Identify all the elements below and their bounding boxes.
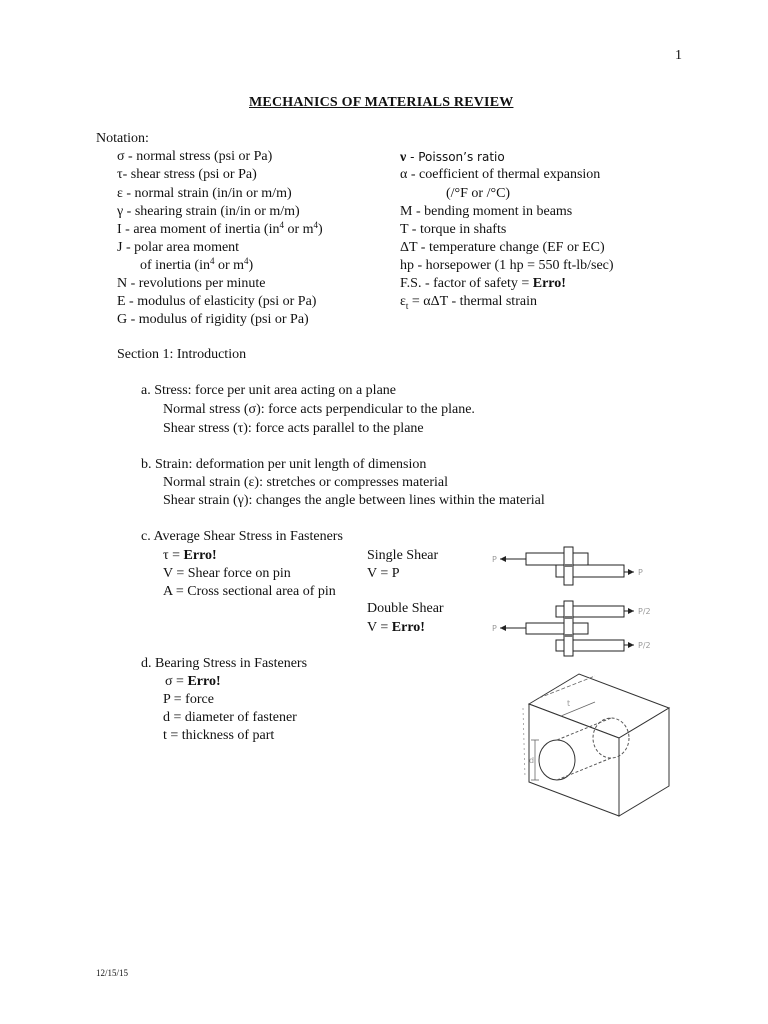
double-shear-label: Double Shear <box>367 601 444 616</box>
item-d-d-def: d = diameter of fastener <box>163 710 297 725</box>
notation-polar: J - polar area moment <box>117 240 240 255</box>
single-shear-p-right: P <box>638 568 643 577</box>
item-a-normal: Normal stress (σ): force acts perpendicular to the plane. <box>163 402 475 417</box>
double-shear-diagram <box>488 598 668 660</box>
item-d-heading: d. Bearing Stress in Fasteners <box>141 656 308 671</box>
notation-polar-cont: of inertia ($in^4$ or $m^4$) <box>140 256 254 273</box>
item-d-p-def: P = force <box>163 692 214 707</box>
double-shear-p-left: P <box>492 624 497 633</box>
single-shear-diagram <box>488 540 668 590</box>
item-c-tau: τ = Erro! <box>163 548 217 563</box>
item-a-shear: Shear stress (τ): force acts parallel to the plane <box>163 421 424 436</box>
notation-alpha-units: (/°F or /°C) <box>446 186 511 201</box>
notation-horsepower: hp - horsepower (1 hp = 550 ft-lb/sec) <box>400 258 614 273</box>
item-a-heading: a. Stress: force per unit area acting on a plane <box>141 383 397 398</box>
notation-inertia: I - area moment of inertia ($in^4$ or $m^4$) <box>117 220 323 237</box>
item-d-t-def: t = thickness of part <box>163 728 275 743</box>
notation-sigma: σ - normal stress (psi or Pa) <box>117 149 273 164</box>
notation-torque: T - torque in shafts <box>400 222 507 237</box>
double-shear-v: V = Erro! <box>367 620 425 635</box>
bearing-thickness-label: t <box>567 699 571 708</box>
item-b-normal: Normal strain (ε): stretches or compresses material <box>163 475 449 490</box>
notation-rigidity: G - modulus of rigidity (psi or Pa) <box>117 312 309 327</box>
notation-epsilon: ε - normal strain (in/in or m/m) <box>117 186 292 201</box>
notation-thermal-strain: $\varepsilon_t = \alpha\Delta T$ - thermal strain <box>400 294 537 311</box>
item-c-v-def: V = Shear force on pin <box>163 566 291 581</box>
footer-date: 12/15/15 <box>96 968 129 978</box>
bearing-block-diagram <box>515 668 685 823</box>
double-shear-p2-top: P/2 <box>638 607 651 616</box>
page-title: MECHANICS OF MATERIALS REVIEW <box>249 95 514 110</box>
section-heading: Section 1: Introduction <box>117 347 247 362</box>
item-b-shear: Shear strain (γ): changes the angle between lines within the material <box>163 493 545 508</box>
item-b-heading: b. Strain: deformation per unit length of dimension <box>141 457 427 472</box>
single-shear-p-left: P <box>492 555 497 564</box>
page-number: 1 <box>675 48 682 63</box>
item-d-sigma: σ = Erro! <box>165 674 221 689</box>
double-shear-p2-bottom: P/2 <box>638 641 651 650</box>
notation-heading: Notation: <box>96 131 149 146</box>
single-shear-v: V = P <box>367 566 400 581</box>
notation-elasticity: E - modulus of elasticity (psi or Pa) <box>117 294 317 309</box>
notation-rpm: N - revolutions per minute <box>117 276 266 291</box>
notation-gamma: γ - shearing strain (in/in or m/m) <box>117 204 300 219</box>
item-c-a-def: A = Cross sectional area of pin <box>163 584 336 599</box>
single-shear-label: Single Shear <box>367 548 439 563</box>
notation-tau: τ- shear stress (psi or Pa) <box>117 167 257 182</box>
notation-poisson: ν - Poisson’s ratio <box>400 150 505 165</box>
bearing-diameter-label: d <box>529 756 535 765</box>
notation-factor-of-safety: F.S. - factor of safety = Erro! <box>400 276 566 291</box>
notation-alpha: α - coefficient of thermal expansion <box>400 167 601 182</box>
notation-moment: M - bending moment in beams <box>400 204 573 219</box>
item-c-heading: c. Average Shear Stress in Fasteners <box>141 529 343 544</box>
notation-temp-change: ΔT - temperature change (EF or EC) <box>400 240 605 255</box>
